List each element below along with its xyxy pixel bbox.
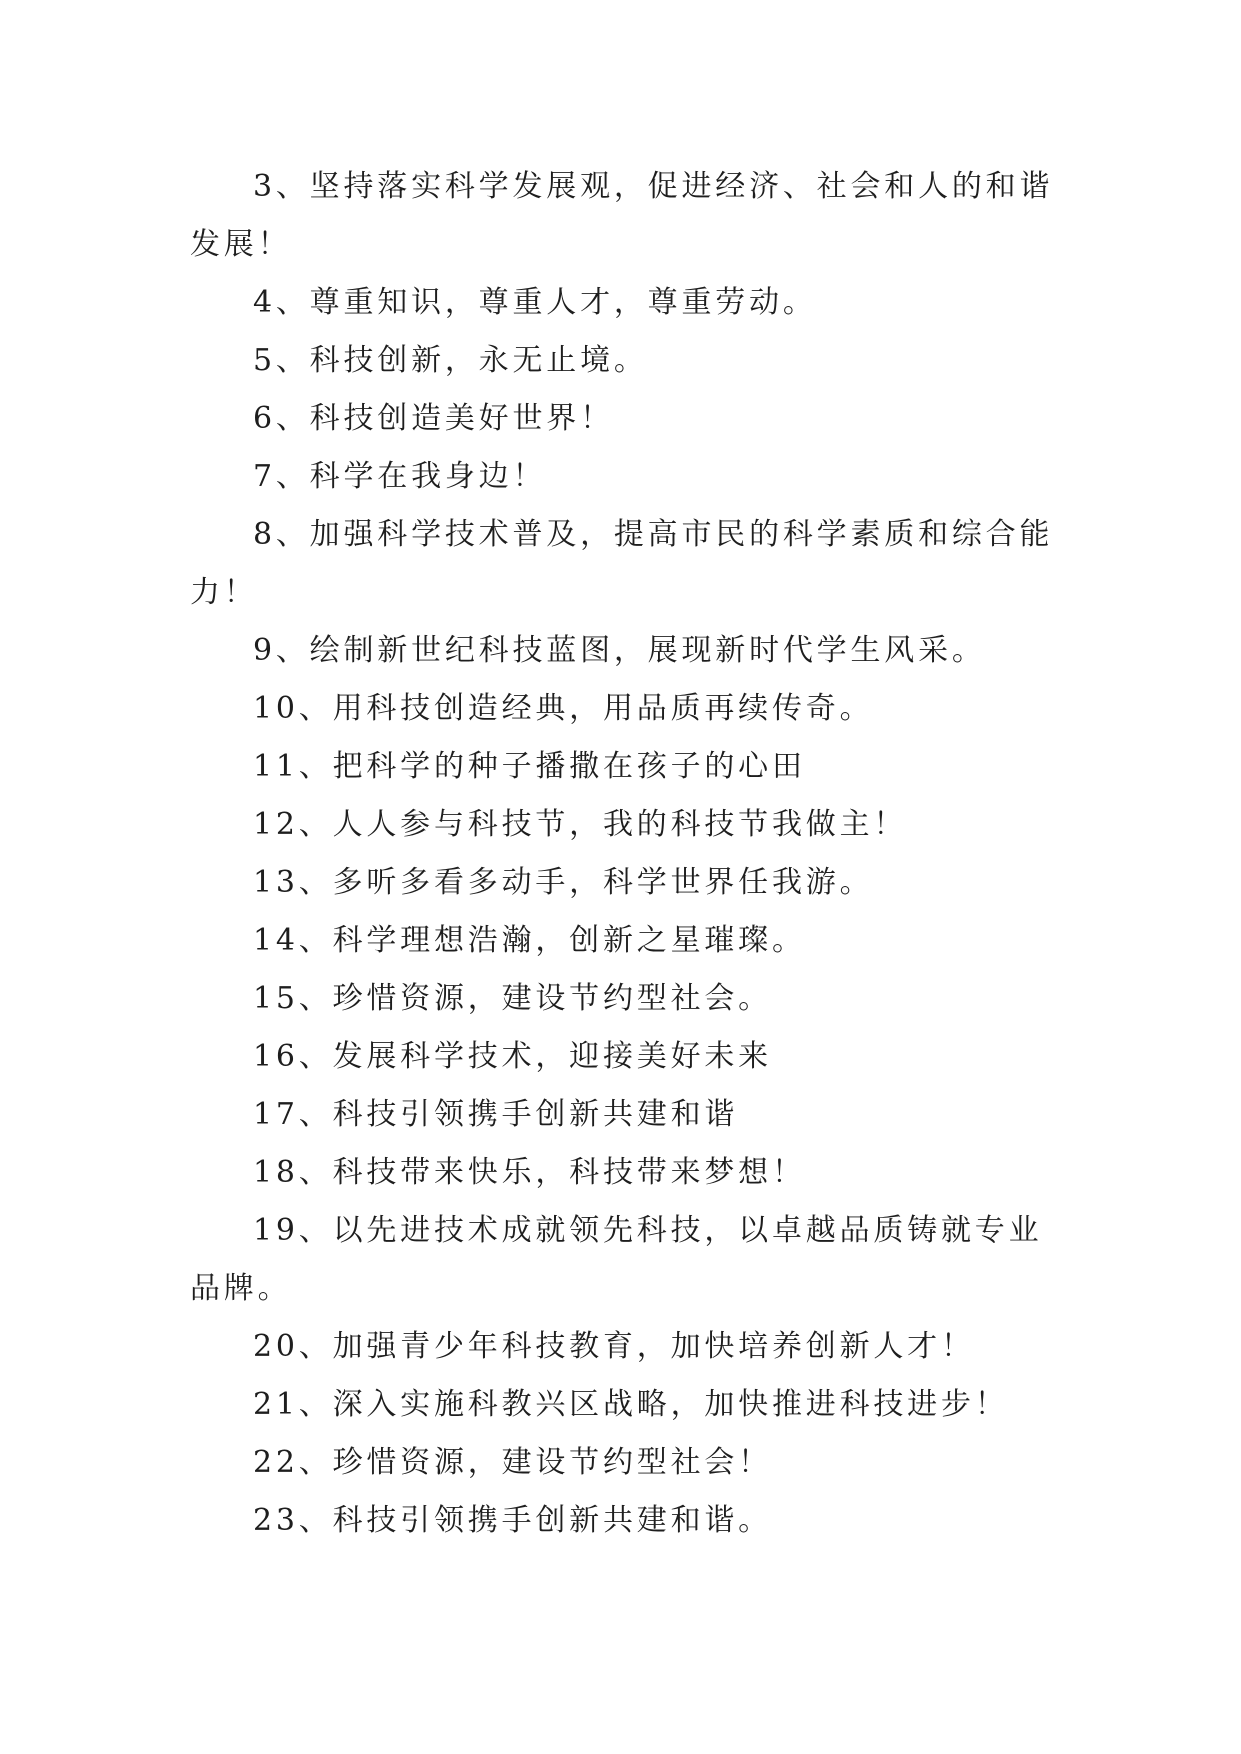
list-item: 23、科技引领携手创新共建和谐。 [253, 1503, 772, 1538]
list-item: 15、珍惜资源，建设节约型社会。 [253, 981, 772, 1016]
list-item: 10、用科技创造经典，用品质再续传奇。 [253, 691, 874, 726]
list-item: 19、以先进技术成就领先科技，以卓越品质铸就专业品牌。 [190, 1213, 1043, 1306]
list-item: 9、绘制新世纪科技蓝图，展现新时代学生风采。 [253, 633, 986, 668]
list-item: 18、科技带来快乐，科技带来梦想！ [253, 1155, 806, 1190]
list-item: 12、人人参与科技节，我的科技节我做主！ [253, 807, 908, 842]
list-item: 3、坚持落实科学发展观，促进经济、社会和人的和谐发展！ [190, 169, 1054, 262]
list-item: 21、深入实施科教兴区战略，加快推进科技进步！ [253, 1387, 1009, 1422]
list-item: 5、科技创新，永无止境。 [253, 343, 648, 378]
list-item: 17、科技引领携手创新共建和谐 [253, 1097, 739, 1132]
list-item: 6、科技创造美好世界！ [253, 401, 614, 436]
slogan-list [190, 158, 1055, 1550]
list-item: 20、加强青少年科技教育，加快培养创新人才！ [253, 1329, 975, 1364]
list-item: 16、发展科学技术，迎接美好未来 [253, 1039, 772, 1074]
list-item: 11、把科学的种子播撒在孩子的心田 [253, 749, 806, 784]
list-item: 4、尊重知识，尊重人才，尊重劳动。 [253, 285, 817, 320]
list-item: 13、多听多看多动手，科学世界任我游。 [253, 865, 874, 900]
list-item: 7、科学在我身边！ [253, 459, 547, 494]
list-item: 22、珍惜资源，建设节约型社会！ [253, 1445, 772, 1480]
list-item: 8、加强科学技术普及，提高市民的科学素质和综合能力！ [190, 517, 1054, 610]
list-item: 14、科学理想浩瀚，创新之星璀璨。 [253, 923, 806, 958]
